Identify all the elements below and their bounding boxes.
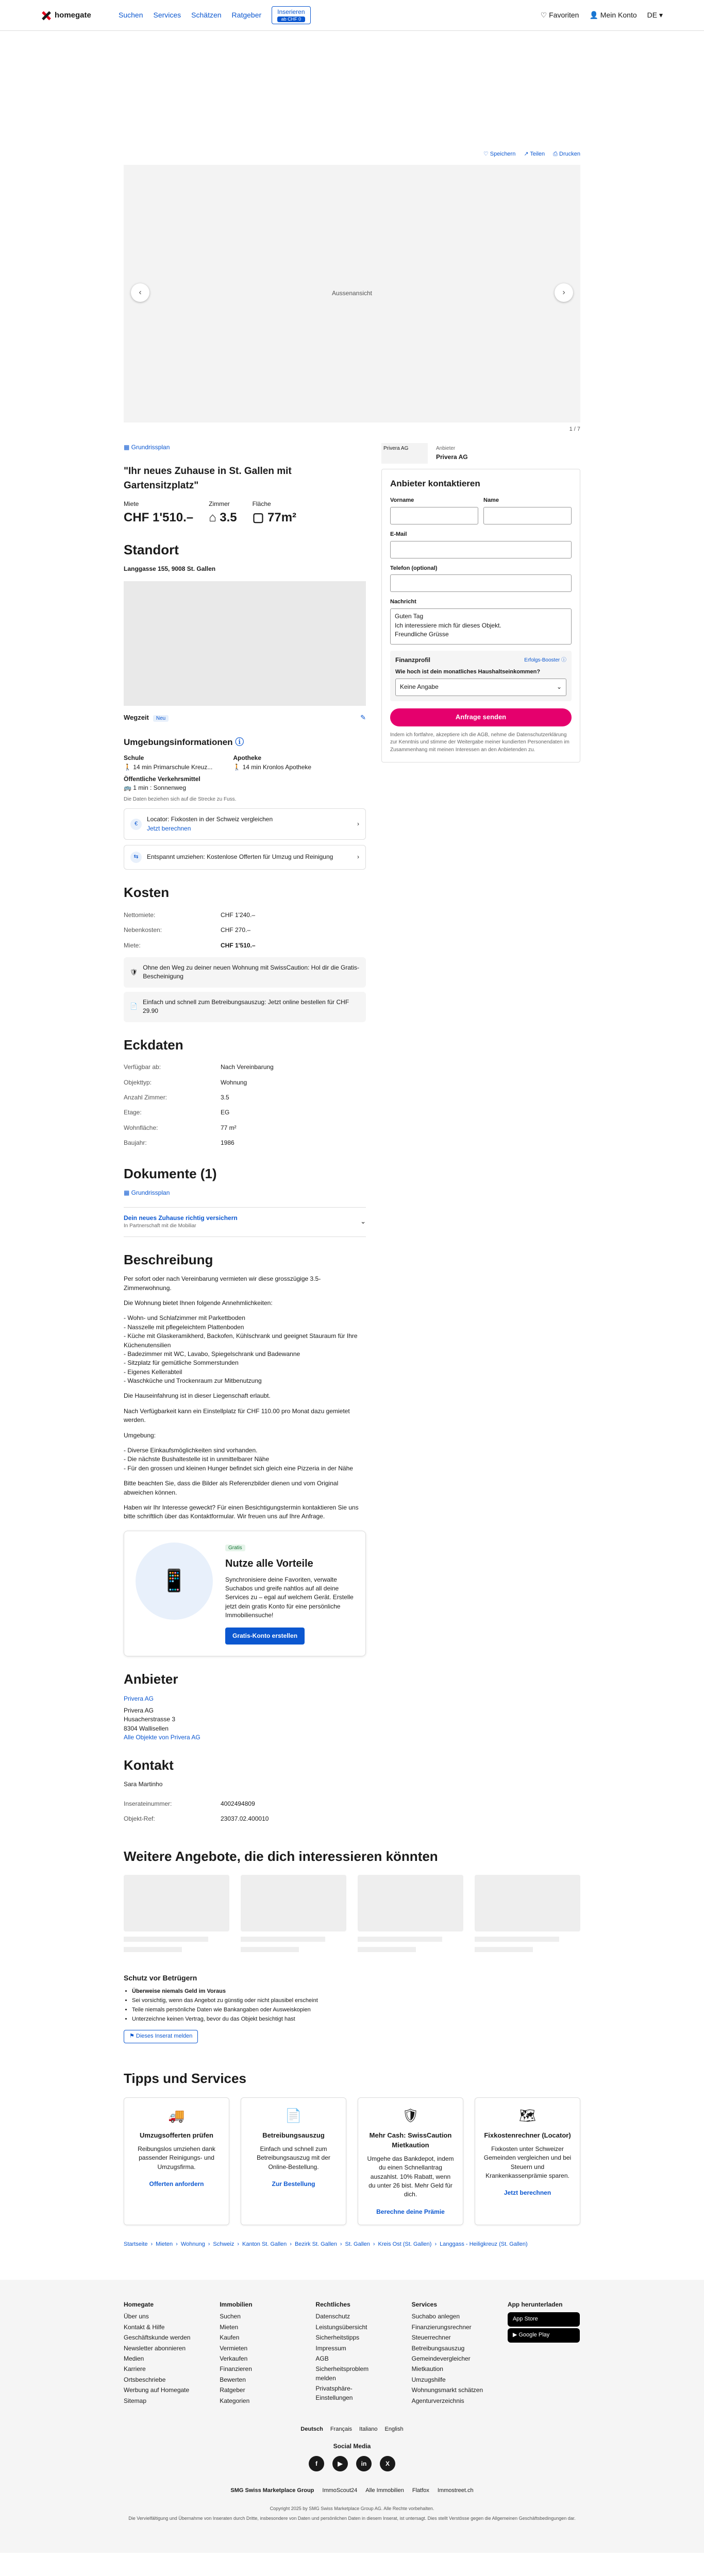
nav-services[interactable]: Services <box>153 11 181 20</box>
nav-schaetzen[interactable]: Schätzen <box>191 11 222 20</box>
edit-icon[interactable]: ✎ <box>360 713 366 721</box>
address: Langgasse 155, 9008 St. Gallen <box>124 565 216 573</box>
insurance-teaser[interactable]: Dein neues Zuhause richtig versichern In Partnerschaft mit die Mobiliar ⌄ <box>124 1207 366 1237</box>
contact-form: Anbieter kontaktieren Vorname Name E-Mail Telefon (optional) Nachricht Guten Tag Ich interessiere mich für dieses Objekt. Freundliche Grüsse Finanzprofil Erfolgs-Booster ⓘ Wie hoch ist dein monatliches Haushaltseinkommen? Keine Angabe ⌄ Anfrage senden Indem ich fortfahre, akzeptiere ich die AGB, nehme die Datenschutzerklärung zur Kenntnis und stimme der Weitergabe meiner kundierten Personendaten im Zusammenhang mit meinen Interessen an den Anbietenden zu. <box>381 469 580 762</box>
firstname-input[interactable] <box>390 507 478 524</box>
moving-card[interactable]: ⇆ Entspannt umziehen: Kostenlose Offerten für Umzug und Reinigung › <box>124 845 366 870</box>
document-icon: 📄 <box>130 1003 138 1010</box>
offers-carousel <box>124 1875 580 1952</box>
rooms-value: ⌂ 3.5 <box>209 510 237 524</box>
tip-card-locator: 🗺 Fixkostenrechner (Locator) Fixkosten unter Schweizer Gemeinden vergleichen und bei Steuern und Krankenkassenprämie sparen. Jetzt berechnen <box>475 2097 580 2225</box>
favorites-link[interactable]: ♡ Favoriten <box>540 11 579 20</box>
fraud-section: Schutz vor Betrügern • Überweise niemals Geld im Voraus • Sei vorsichtig, wenn das Angebot zu günstig oder nicht plausibel erscheint • Teile niemals persönliche Daten wie Bankangaben oder Ausweiskopien • Unterzeichne keinen Vertrag, bevor du das Objekt besichtigt hast ⚑ Dieses Inserat melden <box>124 1973 580 2043</box>
booster-badge: Erfolgs-Booster ⓘ <box>524 657 566 663</box>
offer-placeholder[interactable] <box>475 1875 580 1952</box>
tip-card-moving: 🚚 Umzugsofferten prüfen Reibungslos umziehen dank passender Reinigungs- und Umzugsfirma. Offerten anfordern <box>124 2097 229 2225</box>
youtube-icon[interactable]: ▶ <box>332 2456 348 2471</box>
swisscaution-box[interactable]: 🛡 Ohne den Weg zu deiner neuen Wohnung mit SwissCaution: Hol dir die Gratis-Bescheinigung <box>124 957 366 988</box>
floorplan-doc-link[interactable]: ▦ Grundrissplan <box>124 1189 170 1197</box>
account-link[interactable]: 👤 Mein Konto <box>589 11 637 20</box>
income-select[interactable]: Keine Angabe ⌄ <box>395 679 566 696</box>
tip-card-deposit: 🛡 Mehr Cash: SwissCaution Mietkaution Umgehe das Bankdepot, indem du einen Schnellantrag auszahlst. 10% Rabatt, wenn du unter 26 bist. Mehr Geld für dich. Berechne deine Prämie <box>358 2097 463 2225</box>
google-play-badge[interactable]: ▶ Google Play <box>508 2328 580 2343</box>
inserieren-button[interactable]: Inserieren ab CHF 0 <box>272 6 310 24</box>
lastname-input[interactable] <box>483 507 572 524</box>
language-switcher: Deutsch Français Italiano English <box>300 2426 404 2432</box>
create-account-button[interactable]: Gratis-Konto erstellen <box>225 1628 305 1645</box>
betreibung-box[interactable]: 📄 Einfach und schnell zum Betreibungsauszug: Jetzt online bestellen für CHF 29.90 <box>124 992 366 1022</box>
save-button[interactable]: ♡ Speichern <box>483 151 516 158</box>
provider-logo-image: Privera AG <box>381 443 428 464</box>
more-offers-title: Weitere Angebote, die dich interessieren könnten <box>124 1849 438 1865</box>
language-select[interactable]: DE ▾ <box>647 11 663 20</box>
phone-input[interactable] <box>390 574 572 592</box>
school-distance: 🚶 14 min Primarschule Kreuz... <box>124 763 213 771</box>
shield-icon: 🛡 <box>130 968 138 976</box>
details-title: Eckdaten <box>124 1037 183 1053</box>
offer-placeholder[interactable] <box>358 1875 463 1952</box>
report-listing-button[interactable]: ⚑ Dieses Inserat melden <box>124 2030 198 2043</box>
location-map[interactable] <box>124 581 366 706</box>
location-title: Standort <box>124 541 179 557</box>
contact-title: Kontakt <box>124 1757 174 1773</box>
site-header <box>0 0 704 31</box>
provider-title: Anbieter <box>124 1671 178 1687</box>
app-store-badge[interactable]: App Store <box>508 2312 580 2327</box>
chevron-right-icon: › <box>357 820 359 827</box>
listing-toolbar <box>124 144 580 165</box>
provider-all-link[interactable]: Alle Objekte von Privera AG <box>124 1734 200 1741</box>
tips-title: Tipps und Services <box>124 2070 246 2086</box>
phone-illustration-icon: 📱 <box>136 1543 213 1620</box>
calculator-icon: € <box>130 819 142 830</box>
floorplan-link[interactable]: ▦ Grundrissplan <box>124 444 170 451</box>
env-title: Umgebungsinformationen ⓘ <box>124 737 244 747</box>
email-input[interactable] <box>390 541 572 558</box>
provider-logo[interactable]: Privera AG <box>124 1694 154 1702</box>
map-icon: 🗺 <box>518 2108 536 2124</box>
chevron-down-icon: ⌄ <box>556 683 562 691</box>
gallery-image: Aussenansicht <box>331 290 373 297</box>
message-textarea[interactable]: Guten Tag Ich interessiere mich für dieses Objekt. Freundliche Grüsse <box>390 608 572 645</box>
pharmacy-distance: 🚶 14 min Kronlos Apotheke <box>233 763 312 771</box>
submit-inquiry-button[interactable]: Anfrage senden <box>390 708 572 726</box>
x-icon[interactable]: X <box>380 2456 395 2471</box>
nav-ratgeber[interactable]: Ratgeber <box>231 11 262 20</box>
linkedin-icon[interactable]: in <box>356 2456 372 2471</box>
new-badge: Neu <box>153 715 169 722</box>
homegate-logo[interactable]: homegate <box>41 10 119 21</box>
costs-title: Kosten <box>124 885 170 901</box>
offer-placeholder[interactable] <box>124 1875 229 1952</box>
docs-title: Dokumente (1) <box>124 1165 217 1181</box>
chevron-down-icon: ⌄ <box>360 1217 366 1226</box>
site-footer: Homegate Über uns Kontakt & Hilfe Geschäftskunde werden Newsletter abonnieren Medien Karriere Ortsbeschriebe Werbung auf Homegate Sitemap Immobilien Suchen Mieten Kaufen Vermieten Verkaufen Finanzieren Bewerten Ratgeber Kategorien Rechtliches Datenschutz Leistungsübersicht Sicherheitstipps Impressum AGB Sicherheitsproblem melden Privatsphäre-Einstellungen Services Suchabo anlegen Finanzierungsrechner Steuerrechner Betreibungsauszug Gemeindevergleicher Mietkaution Umzugshilfe Wohnungsmarkt schätzen Agenturverzeichnis App herunterladen App Store ▶ Google Play Deutsch Français Italiano English Social Media f ▶ in X SMG Swiss Marketplace Group ImmoScout24 Alle Immobilien Flatfox Immostreet.ch Copyright 2025 by SMG Swiss Marketplace Group AG. Alle Rechte vorbehalten. Die Vervielfältigung und Übernahme von Inseraten durch Dritte, insbesondere von Daten und persönlichen Daten in diesem Inserat, ist untersagt. Dies stellt Verstösse gegen die Allgemeinen Geschäftsbedingungen dar. <box>0 2280 704 2553</box>
truck-icon: ⇆ <box>130 852 142 863</box>
main-nav <box>119 6 311 24</box>
description-text: Per sofort oder nach Vereinbarung vermieten wir diese grosszügige 3.5-Zimmerwohnung. Die Wohnung bietet Ihnen folgende Annehmlichkeiten: - Wohn- und Schlafzimmer mit Parkettboden - Nasszelle mit pflegeleichtem Plattenboden - Küche mit Glaskeramikherd, Backofen, Kühlschrank und geeignet Stauraum für Ihre Küchenutensilien - Badezimmer mit WC, Lavabo, Spiegelschrank und Badewanne - Sitzplatz für gemütliche Sommerstunden - Eigenes Kellerabteil - Waschküche und Trockenraum zur Mitbenutzung Die Hauseinfahrung ist in dieser Liegenschaft erlaubt. Nach Verfügbarkeit kann ein Einstellplatz für CHF 110.00 pro Monat dazu gemietet werden. Umgebung: - Diverse Einkaufsmöglichkeiten sind vorhanden. - Die nächste Bushaltestelle ist in unmittelbarer Nähe - Für den grossen und kleinen Hunger befindet sich gleich eine Pizzeria in der Nähe Bitte beachten Sie, dass die Bilder als Referenzbilder dienen und vom Original abweichen können. Haben wir Ihr Interesse geweckt? Für einen Besichtigungstermin kontaktieren Sie uns bitte schriftlich über das Kontaktformular. Wir freuen uns auf Ihre Anfrage. <box>124 1275 359 1520</box>
rooms-icon: ⌂ <box>209 510 216 524</box>
logo-icon <box>41 10 52 21</box>
description-title: Beschreibung <box>124 1251 213 1267</box>
document-icon: 📄 <box>285 2108 302 2124</box>
facebook-icon[interactable]: f <box>309 2456 324 2471</box>
chevron-right-icon: › <box>357 853 359 861</box>
gallery-next-button[interactable]: › <box>555 283 573 302</box>
breadcrumb: Startseite › Mieten › Wohnung › Schweiz › Kanton St. Gallen › Bezirk St. Gallen › St. Gallen › Kreis Ost (St. Gallen) › Langgass - Heiligkreuz (St. Gallen) <box>124 2241 528 2248</box>
info-icon[interactable]: ⓘ <box>235 737 244 747</box>
area-icon: ▢ <box>252 510 264 524</box>
gallery-prev-button[interactable]: ‹ <box>131 283 149 302</box>
image-gallery[interactable] <box>124 165 580 433</box>
gallery-counter: 1 / 7 <box>569 426 580 433</box>
shield-icon: 🛡 <box>401 2108 419 2124</box>
print-button[interactable]: ⎙ Drucken <box>553 151 580 158</box>
listing-headline: "Ihr neues Zuhause in St. Gallen mit Gartensitzplatz" <box>124 466 292 491</box>
tip-card-debt-record: 📄 Betreibungsauszug Einfach und schnell zum Betreibungsauszug mit der Online-Bestellung. Zur Bestellung <box>241 2097 346 2225</box>
account-promo: 📱 Gratis Nutze alle Vorteile Synchronisiere deine Favoriten, verwalte Suchabos und greife nahtlos auf all deine Services zu – egal auf welchem Gerät. Erstelle jetzt dein gratis Konto für eine persönliche Immobiliensuche! Gratis-Konto erstellen <box>124 1531 366 1656</box>
nav-suchen[interactable]: Suchen <box>119 11 143 20</box>
transport-distance: 🚌 1 min : Sonnenweg <box>124 784 187 792</box>
area-value: ▢ 77m² <box>252 510 297 524</box>
offer-placeholder[interactable] <box>241 1875 346 1952</box>
share-button[interactable]: ↗ Teilen <box>524 151 545 158</box>
truck-icon: 🚚 <box>168 2108 185 2124</box>
commute-row[interactable]: Wegzeit Neu ✎ <box>124 713 366 723</box>
rent-value: CHF 1'510.– <box>124 510 194 524</box>
locator-card[interactable]: € Locator: Fixkosten in der Schweiz vergleichen Jetzt berechnen › <box>124 808 366 840</box>
